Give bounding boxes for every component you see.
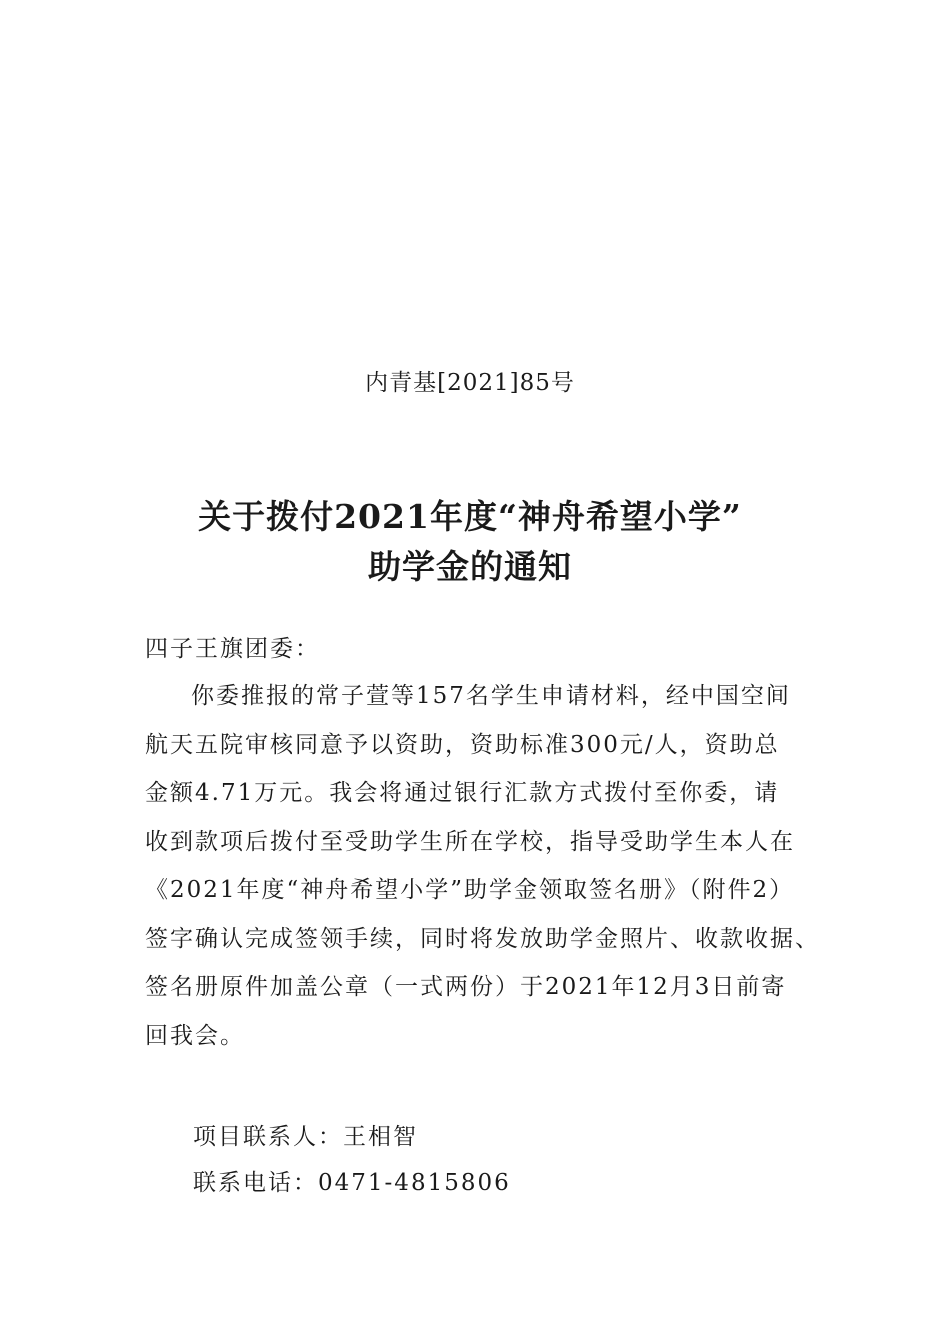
- document-title: [0, 492, 940, 592]
- salutation: 四子王旗团委：: [145, 636, 320, 662]
- body-line: 金额4.71万元。我会将通过银行汇款方式拨付至你委，请: [145, 780, 780, 806]
- body-line: 签字确认完成签领手续，同时将发放助学金照片、收款收据、: [145, 925, 820, 952]
- contact-person: 项目联系人：王相智: [193, 1124, 418, 1150]
- body-line: 你委推报的常子萱等157名学生申请材料，经中国空间: [191, 683, 791, 709]
- body-paragraph: [145, 672, 820, 1060]
- title-line-1: 关于拨付2021年度“神舟希望小学”: [198, 497, 742, 536]
- document-number: 内青基[2021]85号: [365, 370, 575, 396]
- body-line: 回我会。: [145, 1022, 245, 1049]
- body-line: 收到款项后拨付至受助学生所在学校，指导受助学生本人在: [145, 828, 795, 855]
- contact-phone: 联系电话：0471-4815806: [193, 1170, 511, 1196]
- title-line-2: 助学金的通知: [368, 547, 572, 586]
- body-line: 航天五院审核同意予以资助，资助标准300元/人，资助总: [145, 731, 780, 758]
- body-line: 签名册原件加盖公章（一式两份）于2021年12月3日前寄: [145, 974, 787, 1000]
- body-line: 《2021年度“神舟希望小学”助学金领取签名册》（附件2）: [145, 877, 795, 903]
